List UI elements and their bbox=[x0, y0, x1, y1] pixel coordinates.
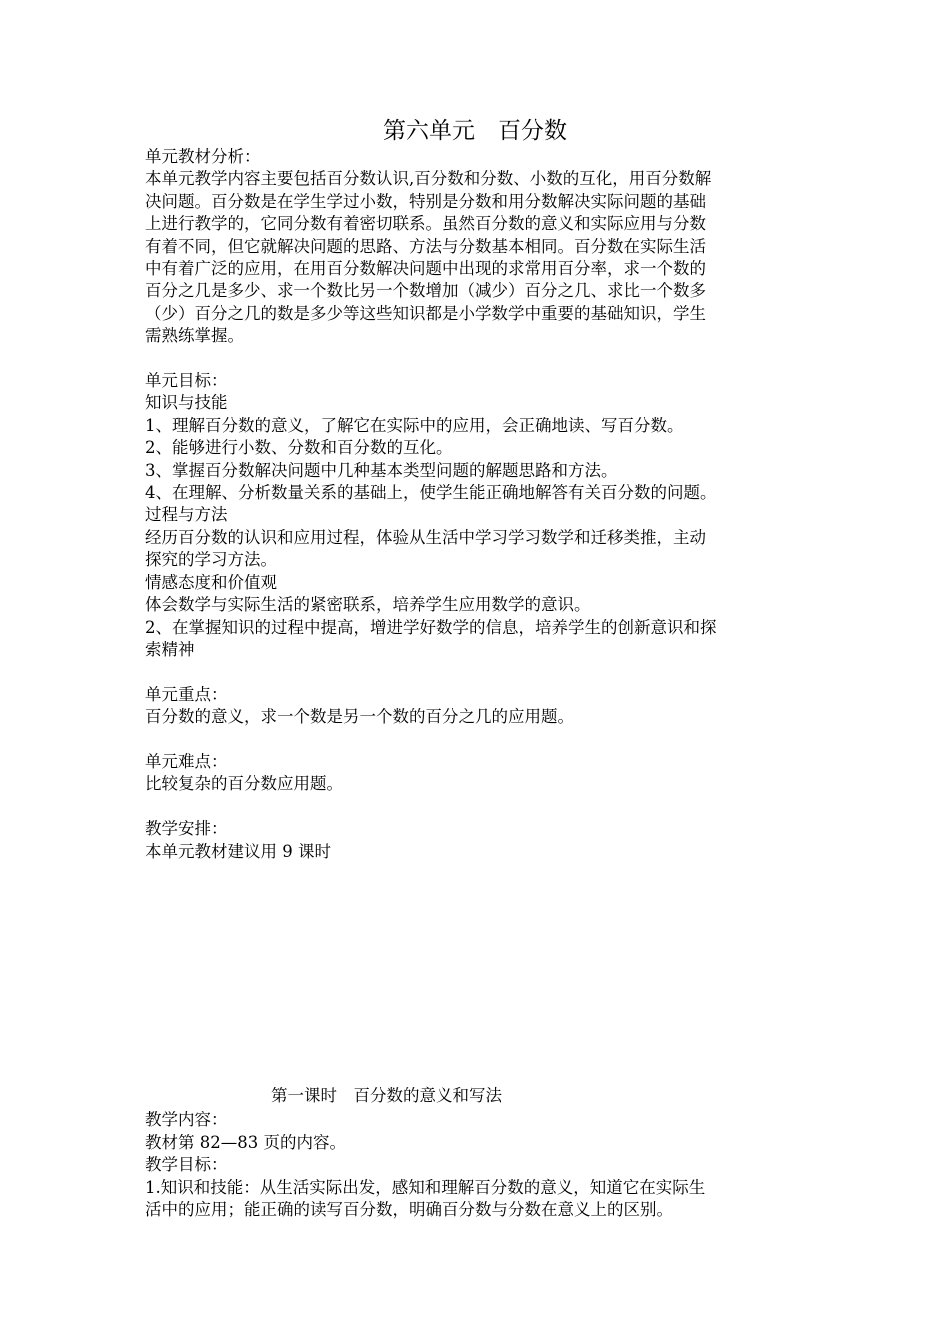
process-line: 经历百分数的认识和应用过程，体验从生活中学习学习数学和迁移类推，主动 bbox=[145, 527, 706, 547]
process-line: 探究的学习方法。 bbox=[145, 550, 277, 570]
analysis-line: 百分之几是多少、求一个数比另一个数增加（减少）百分之几、求比一个数多 bbox=[145, 281, 706, 301]
lesson-title: 第一课时 百分数的意义和写法 bbox=[271, 1086, 502, 1105]
analysis-line: （少）百分之几的数是多少等这些知识都是小学数学中重要的基础知识，学生 bbox=[145, 303, 706, 323]
lesson-content-text: 教材第 82—83 页的内容。 bbox=[145, 1132, 346, 1152]
difficulties-heading: 单元难点： bbox=[145, 751, 228, 771]
analysis-heading: 单元教材分析： bbox=[145, 147, 261, 166]
knowledge-item: 2、能够进行小数、分数和百分数的互化。 bbox=[145, 438, 453, 458]
knowledge-item: 4、在理解、分析数量关系的基础上，使学生能正确地解答有关百分数的问题。 bbox=[145, 483, 717, 503]
blank-line bbox=[145, 796, 815, 818]
process-heading: 过程与方法 bbox=[145, 505, 228, 525]
analysis-line: 需熟练掌握。 bbox=[145, 326, 244, 346]
goals-heading: 单元目标： bbox=[145, 371, 228, 391]
lesson-objectives-heading: 教学目标： bbox=[145, 1155, 228, 1175]
page-title: 第六单元 百分数 bbox=[383, 118, 567, 144]
key-points-text: 百分数的意义，求一个数是另一个数的百分之几的应用题。 bbox=[145, 707, 574, 727]
emotion-line: 体会数学与实际生活的紧密联系，培养学生应用数学的意识。 bbox=[145, 595, 591, 615]
lesson-content-heading: 教学内容： bbox=[145, 1110, 228, 1130]
lesson-section bbox=[145, 1085, 815, 1221]
schedule-text: 本单元教材建议用 9 课时 bbox=[145, 841, 331, 861]
schedule-heading: 教学安排： bbox=[145, 819, 228, 839]
emotion-line: 索精神 bbox=[145, 639, 195, 659]
knowledge-item: 1、理解百分数的意义，了解它在实际中的应用，会正确地读、写百分数。 bbox=[145, 415, 684, 435]
knowledge-item: 3、掌握百分数解决问题中几种基本类型问题的解题思路和方法。 bbox=[145, 460, 618, 480]
analysis-line: 上进行教学的，它同分数有着密切联系。虽然百分数的意义和实际应用与分数 bbox=[145, 214, 706, 234]
key-points-heading: 单元重点： bbox=[145, 684, 228, 704]
blank-line bbox=[145, 661, 815, 683]
difficulties-text: 比较复杂的百分数应用题。 bbox=[145, 774, 343, 794]
blank-line bbox=[145, 348, 815, 370]
lesson-objectives-line: 1.知识和技能：从生活实际出发，感知和理解百分数的意义，知道它在实际生 bbox=[145, 1177, 706, 1197]
lesson-objectives-line: 活中的应用；能正确的读写百分数，明确百分数与分数在意义上的区别。 bbox=[145, 1200, 673, 1220]
blank-line bbox=[145, 729, 815, 751]
analysis-line: 中有着广泛的应用，在用百分数解决问题中出现的求常用百分率，求一个数的 bbox=[145, 259, 706, 279]
unit-body bbox=[145, 146, 815, 863]
knowledge-heading: 知识与技能 bbox=[145, 393, 228, 413]
analysis-line: 本单元教学内容主要包括百分数认识,百分数和分数、小数的互化，用百分数解 bbox=[145, 169, 712, 189]
emotion-line: 2、在掌握知识的过程中提高，增进学好数学的信息，培养学生的创新意识和探 bbox=[145, 617, 717, 637]
analysis-line: 决问题。百分数是在学生学过小数，特别是分数和用分数解决实际问题的基础 bbox=[145, 191, 706, 211]
analysis-line: 有着不同，但它就解决问题的思路、方法与分数基本相同。百分数在实际生活 bbox=[145, 236, 706, 256]
emotion-heading: 情感态度和价值观 bbox=[145, 572, 277, 592]
